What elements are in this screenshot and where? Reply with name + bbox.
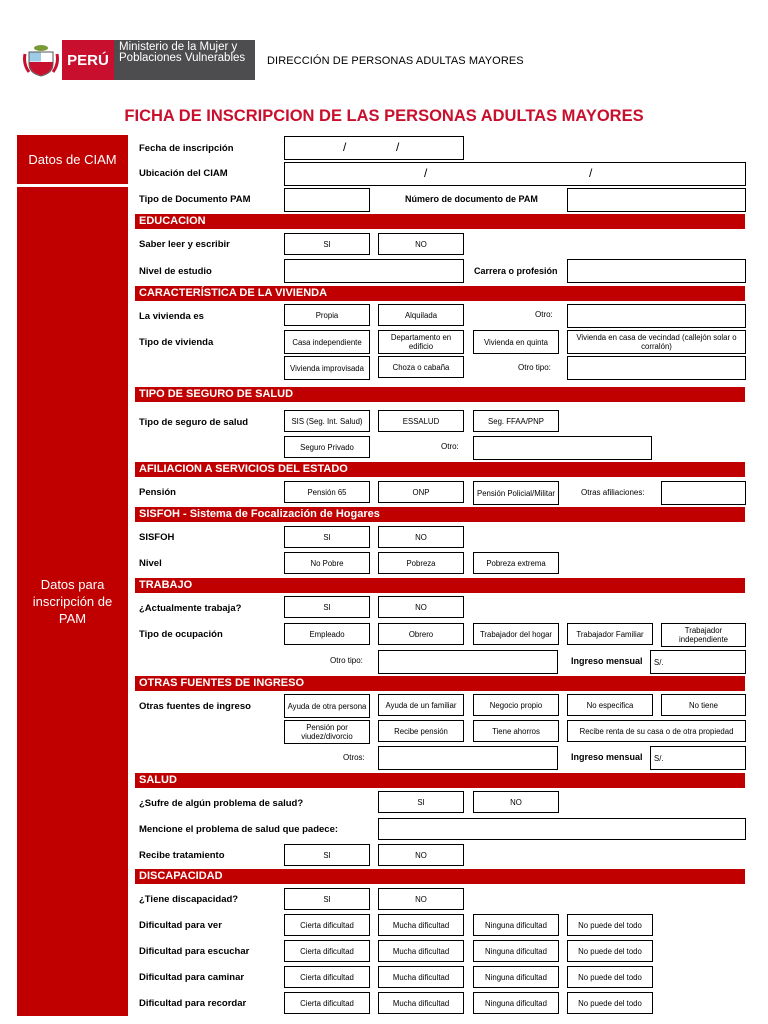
- pension-label: Pensión: [139, 487, 176, 498]
- otro-tipo-vivienda-input[interactable]: [567, 356, 746, 380]
- policial-option[interactable]: Pensión Policial/Militar: [473, 481, 559, 505]
- casa-independiente-option[interactable]: Casa independiente: [284, 330, 370, 354]
- department-name: DIRECCIÓN DE PERSONAS ADULTAS MAYORES: [267, 55, 524, 67]
- sisfoh-label: SISFOH: [139, 532, 175, 543]
- no-pobre-option[interactable]: No Pobre: [284, 552, 370, 574]
- sisfoh-si-option[interactable]: SI: [284, 526, 370, 548]
- obrero-option[interactable]: Obrero: [378, 623, 464, 645]
- otras-afiliaciones-label: Otras afiliaciones:: [581, 488, 645, 497]
- section-afiliacion: AFILIACION A SERVICIOS DEL ESTADO: [135, 462, 745, 477]
- trabajador-independiente-option[interactable]: Trabajador independiente: [661, 623, 746, 647]
- choza-option[interactable]: Choza o cabaña: [378, 356, 464, 378]
- section-educacion: EDUCACION: [135, 214, 745, 229]
- privado-option[interactable]: Seguro Privado: [284, 436, 370, 458]
- nivel-estudio-input[interactable]: [284, 259, 464, 283]
- tratamiento-label: Recibe tratamiento: [139, 850, 225, 861]
- trabajo-otro-tipo-input[interactable]: [378, 650, 558, 674]
- recordar-ninguna-option[interactable]: Ninguna dificultad: [473, 992, 559, 1014]
- leer-label: Saber leer y escribir: [139, 239, 230, 250]
- caminar-ninguna-option[interactable]: Ninguna dificultad: [473, 966, 559, 988]
- nivel-estudio-label: Nivel de estudio: [139, 266, 212, 277]
- seguro-otro-label: Otro:: [441, 442, 459, 451]
- propia-option[interactable]: Propia: [284, 304, 370, 326]
- ahorros-option[interactable]: Tiene ahorros: [473, 720, 559, 742]
- logo-peru: PERÚ: [62, 40, 114, 80]
- salud-si-option[interactable]: SI: [378, 791, 464, 813]
- recordar-no-puede-option[interactable]: No puede del todo: [567, 992, 653, 1014]
- tipo-doc-input[interactable]: [284, 188, 370, 212]
- seguro-label: Tipo de seguro de salud: [139, 417, 249, 428]
- ver-ninguna-option[interactable]: Ninguna dificultad: [473, 914, 559, 936]
- escuchar-mucha-option[interactable]: Mucha dificultad: [378, 940, 464, 962]
- section-trabajo: TRABAJO: [135, 578, 745, 593]
- tipo-vivienda-label: Tipo de vivienda: [139, 337, 214, 348]
- caminar-no-puede-option[interactable]: No puede del todo: [567, 966, 653, 988]
- no-especifica-option[interactable]: No especifica: [567, 694, 653, 716]
- otros-ingreso-label: Ingreso mensual: [571, 752, 643, 762]
- otros-ingresos-label: Otros:: [343, 753, 365, 762]
- ubicacion-label: Ubicación del CIAM: [139, 168, 228, 179]
- section-otras-fuentes: OTRAS FUENTES DE INGRESO: [135, 676, 745, 691]
- leer-no-option[interactable]: NO: [378, 233, 464, 255]
- tipo-doc-label: Tipo de Documento PAM: [139, 194, 251, 205]
- otro-tipo-vivienda-label: Otro tipo:: [518, 363, 551, 372]
- trabajo-ingreso-label: Ingreso mensual: [571, 656, 643, 666]
- sisfoh-nivel-label: Nivel: [139, 558, 162, 569]
- fecha-label: Fecha de inscripción: [139, 143, 234, 154]
- salud-no-option[interactable]: NO: [473, 791, 559, 813]
- section-seguro: TIPO DE SEGURO DE SALUD: [135, 387, 745, 402]
- dificultad-escuchar-label: Dificultad para escuchar: [139, 946, 250, 957]
- trabajador-hogar-option[interactable]: Trabajador del hogar: [473, 623, 559, 645]
- caminar-mucha-option[interactable]: Mucha dificultad: [378, 966, 464, 988]
- form-title: FICHA DE INSCRIPCION DE LAS PERSONAS ADULTAS MAYORES: [124, 107, 644, 125]
- escuchar-cierta-option[interactable]: Cierta dificultad: [284, 940, 370, 962]
- location-separator: /: [589, 166, 593, 180]
- ayuda-otra-option[interactable]: Ayuda de otra persona: [284, 694, 370, 718]
- escuchar-no-puede-option[interactable]: No puede del todo: [567, 940, 653, 962]
- trabaja-label: ¿Actualmente trabaja?: [139, 603, 242, 614]
- caminar-cierta-option[interactable]: Cierta dificultad: [284, 966, 370, 988]
- dificultad-recordar-label: Dificultad para recordar: [139, 998, 247, 1009]
- dificultad-ver-label: Dificultad para ver: [139, 920, 222, 931]
- recordar-mucha-option[interactable]: Mucha dificultad: [378, 992, 464, 1014]
- date-separator: /: [343, 140, 347, 154]
- vivienda-otro-input[interactable]: [567, 304, 746, 328]
- otros-ingreso-input[interactable]: S/.: [650, 746, 746, 770]
- viudez-option[interactable]: Pensión por viudez/divorcio: [284, 720, 370, 744]
- leer-si-option[interactable]: SI: [284, 233, 370, 255]
- section-discapacidad: DISCAPACIDAD: [135, 869, 745, 884]
- negocio-option[interactable]: Negocio propio: [473, 694, 559, 716]
- trabajo-otro-tipo-label: Otro tipo:: [330, 656, 363, 665]
- trabaja-si-option[interactable]: SI: [284, 596, 370, 618]
- trabajo-ingreso-input[interactable]: S/.: [650, 650, 746, 674]
- carrera-label: Carrera o profesión: [474, 266, 558, 276]
- location-separator: /: [424, 166, 428, 180]
- discapacidad-si-option[interactable]: SI: [284, 888, 370, 910]
- side-label-pam: Datos para inscripción de PAM: [17, 187, 128, 1016]
- otras-afiliaciones-input[interactable]: [661, 481, 746, 505]
- otras-fuentes-label: Otras fuentes de ingreso: [139, 701, 251, 712]
- num-doc-input[interactable]: [567, 188, 746, 212]
- date-separator: /: [396, 140, 400, 154]
- alquilada-option[interactable]: Alquilada: [378, 304, 464, 326]
- ffaa-option[interactable]: Seg. FFAA/PNP: [473, 410, 559, 432]
- ver-no-puede-option[interactable]: No puede del todo: [567, 914, 653, 936]
- ubicacion-input[interactable]: [284, 162, 746, 186]
- dificultad-caminar-label: Dificultad para caminar: [139, 972, 245, 983]
- vivienda-otro-label: Otro:: [535, 310, 553, 319]
- essalud-option[interactable]: ESSALUD: [378, 410, 464, 432]
- discapacidad-no-option[interactable]: NO: [378, 888, 464, 910]
- escuchar-ninguna-option[interactable]: Ninguna dificultad: [473, 940, 559, 962]
- side-label-ciam: Datos de CIAM: [17, 135, 128, 184]
- mencione-input[interactable]: [378, 818, 746, 840]
- vecindad-option[interactable]: Vivienda en casa de vecindad (callejón solar o corralón): [567, 330, 746, 354]
- pobreza-option[interactable]: Pobreza: [378, 552, 464, 574]
- seguro-otro-input[interactable]: [473, 436, 652, 460]
- discapacidad-label: ¿Tiene discapacidad?: [139, 894, 239, 905]
- empleado-option[interactable]: Empleado: [284, 623, 370, 645]
- sisfoh-no-option[interactable]: NO: [378, 526, 464, 548]
- carrera-input[interactable]: [567, 259, 746, 283]
- ver-mucha-option[interactable]: Mucha dificultad: [378, 914, 464, 936]
- section-vivienda: CARACTERÍSTICA DE LA VIVIENDA: [135, 286, 745, 301]
- section-salud: SALUD: [135, 773, 745, 788]
- pension65-option[interactable]: Pensión 65: [284, 481, 370, 503]
- section-sisfoh: SISFOH - Sistema de Focalización de Hogares: [135, 507, 745, 522]
- sis-option[interactable]: SIS (Seg. Int. Salud): [284, 410, 370, 432]
- problema-salud-label: ¿Sufre de algún problema de salud?: [139, 798, 304, 809]
- tratamiento-no-option[interactable]: NO: [378, 844, 464, 866]
- onp-option[interactable]: ONP: [378, 481, 464, 503]
- fecha-input[interactable]: [284, 136, 464, 160]
- ocupacion-label: Tipo de ocupación: [139, 629, 223, 640]
- mencione-label: Mencione el problema de salud que padece:: [139, 824, 339, 835]
- pobreza-extrema-option[interactable]: Pobreza extrema: [473, 552, 559, 574]
- trabaja-no-option[interactable]: NO: [378, 596, 464, 618]
- tratamiento-si-option[interactable]: SI: [284, 844, 370, 866]
- recordar-cierta-option[interactable]: Cierta dificultad: [284, 992, 370, 1014]
- vivienda-es-label: La vivienda es: [139, 311, 204, 322]
- improvisada-option[interactable]: Vivienda improvisada: [284, 356, 370, 380]
- renta-option[interactable]: Recibe renta de su casa o de otra propiedad: [567, 720, 746, 742]
- ayuda-familiar-option[interactable]: Ayuda de un familiar: [378, 694, 464, 716]
- num-doc-label: Número de documento de PAM: [405, 194, 538, 204]
- quinta-option[interactable]: Vivienda en quinta: [473, 330, 559, 354]
- logo-ministry: Ministerio de la Mujer y Poblaciones Vulnerables: [114, 40, 255, 80]
- recibe-pension-option[interactable]: Recibe pensión: [378, 720, 464, 742]
- ver-cierta-option[interactable]: Cierta dificultad: [284, 914, 370, 936]
- departamento-option[interactable]: Departamento en edificio: [378, 330, 464, 354]
- no-tiene-option[interactable]: No tiene: [661, 694, 746, 716]
- otros-ingresos-input[interactable]: [378, 746, 558, 770]
- coat-of-arms-icon: [23, 42, 59, 78]
- trabajador-familiar-option[interactable]: Trabajador Familiar: [567, 623, 653, 645]
